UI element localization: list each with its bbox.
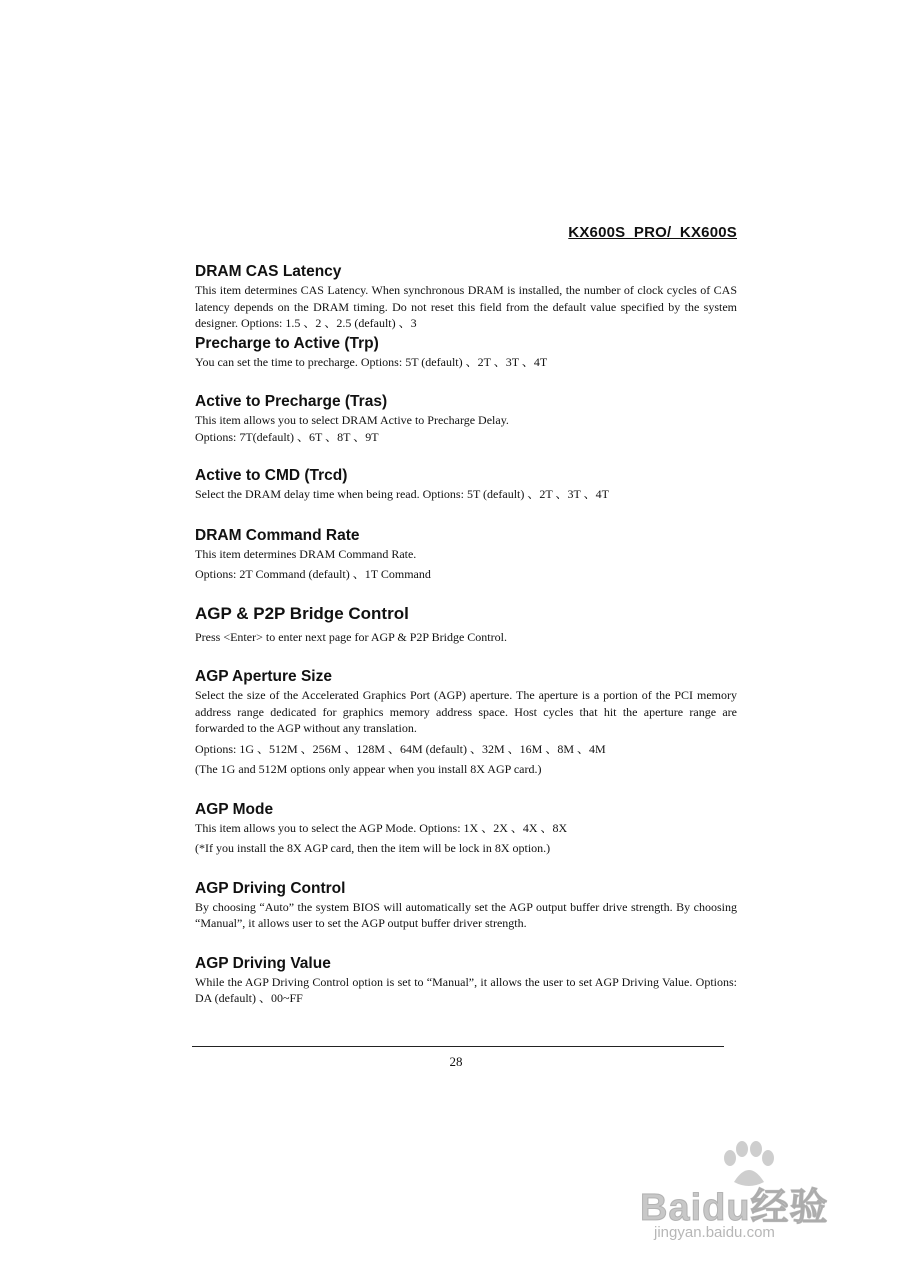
- section-agp-mode: [195, 800, 737, 857]
- section-text: This item determines DRAM Command Rate.: [195, 546, 417, 561]
- section-heading: DRAM Command Rate: [195, 526, 360, 544]
- section-text: This item determines CAS Latency. When synchronous DRAM is installed, the number of clock cycles of CAS latency depends on the DRAM timing. Do not reset this field from the default value specified by the system designer. Options: 1.5 、2 、2.5 (default) 、3: [195, 283, 737, 330]
- section-agp-driving-value: [195, 954, 737, 1007]
- section-heading: AGP Aperture Size: [195, 668, 332, 685]
- section-text: By choosing “Auto” the system BIOS will automatically set the AGP output buffer drive strength. By choosing “Manual”, it allows user to set the AGP output buffer driver strength.: [195, 899, 737, 930]
- section-text: This item allows you to select the AGP Mode. Options: 1X 、2X 、4X 、8X: [195, 820, 568, 835]
- section-heading: AGP Driving Control: [195, 879, 346, 897]
- watermark-url: jingyan.baidu.com: [654, 1224, 775, 1241]
- section-note: (*If you install the 8X AGP card, then the item will be lock in 8X option.): [195, 841, 551, 855]
- section-heading: DRAM CAS Latency: [195, 263, 342, 280]
- page-header-model: KX600S_PRO/_KX600S: [568, 224, 737, 241]
- section-options: Options: 2T Command (default) 、1T Command: [195, 567, 431, 581]
- section-text: Select the size of the Accelerated Graphics Port (AGP) aperture. The aperture is a portion of the PCI memory address range dedicated for graphics memory address space. Host cycles that hit the aperture range are forwarded to the AGP without any translation.: [195, 688, 737, 735]
- section-dram-cas-latency: [195, 262, 737, 332]
- watermark-logo-text: Baidu经验: [640, 1187, 829, 1229]
- section-options: Options: 7T(default) 、6T 、8T 、9T: [195, 429, 379, 444]
- section-heading: Precharge to Active (Trp): [195, 334, 379, 352]
- section-dram-command-rate: [195, 526, 737, 583]
- section-heading: Active to Precharge (Tras): [195, 393, 388, 410]
- section-active-to-cmd: [195, 466, 737, 503]
- section-heading: AGP Driving Value: [195, 954, 331, 972]
- baidu-watermark: [640, 1140, 880, 1250]
- section-options: Options: 1G 、512M 、256M 、128M 、64M (default) 、32M 、16M 、8M 、4M: [195, 741, 606, 756]
- section-precharge-to-active: [195, 334, 737, 371]
- section-agp-p2p-bridge-control: [195, 603, 737, 646]
- section-agp-aperture-size: [195, 667, 737, 778]
- manual-content: [195, 262, 737, 1007]
- section-text: Press <Enter> to enter next page for AGP & P2P Bridge Control.: [195, 629, 507, 644]
- section-text: While the AGP Driving Control option is set to “Manual”, it allows the user to set AGP Driving Value. Options: DA (default) 、00~FF: [195, 974, 737, 1005]
- section-active-to-precharge: [195, 392, 737, 445]
- section-heading: Active to CMD (Trcd): [195, 467, 348, 484]
- section-heading: AGP & P2P Bridge Control: [195, 603, 409, 623]
- section-text: This item allows you to select DRAM Active to Precharge Delay.: [195, 413, 509, 427]
- page-number: 28: [449, 1054, 463, 1069]
- section-heading: AGP Mode: [195, 800, 274, 818]
- section-note: (The 1G and 512M options only appear when you install 8X AGP card.): [195, 762, 542, 776]
- footer-divider: [192, 1046, 724, 1047]
- section-agp-driving-control: [195, 879, 737, 932]
- section-text: Select the DRAM delay time when being read. Options: 5T (default) 、2T 、3T 、4T: [195, 487, 609, 501]
- section-text: You can set the time to precharge. Options: 5T (default) 、2T 、3T 、4T: [195, 354, 548, 369]
